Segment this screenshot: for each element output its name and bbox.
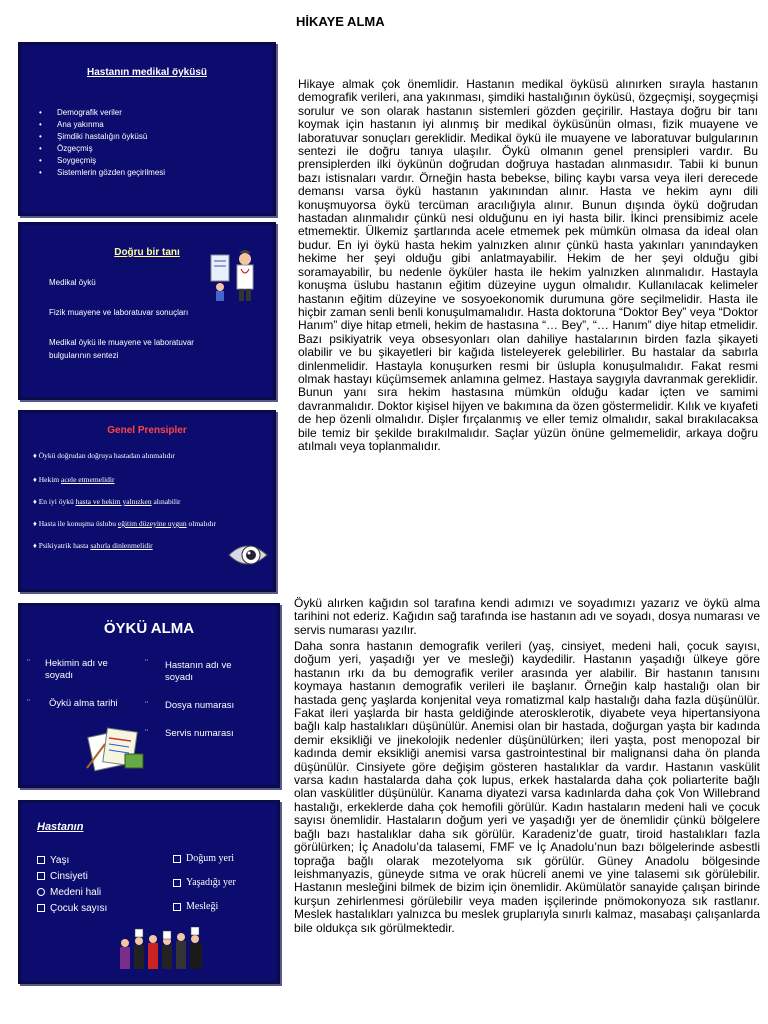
checkbox-item: Yaşadığı yer [173,877,236,888]
slide-item: Hekimin adı ve soyadı [45,658,108,681]
checkbox-icon [37,888,45,896]
principle-item: ♦ En iyi öykü hasta ve hekim yalnızken alınabilir [33,497,181,506]
list-item: • Soygeçmiş [35,155,165,167]
checkbox-icon [173,903,181,911]
checkbox-icon [173,879,181,887]
principle-item: ♦ Öykü doğrudan doğruya hastadan alınmalıdır [33,451,175,460]
slide-title: Hastanın [37,821,84,833]
checkbox-item: Cinsiyeti [37,871,88,882]
slide-medical-history [18,42,276,216]
checkbox-icon [173,855,181,863]
checkbox-item: Doğum yeri [173,853,234,864]
slide-item: Medikal öykü [49,278,96,287]
slide-history-taking: ÖYKÜ ALMA ¨ Hekimin adı ve soyadı ¨ Öykü alma tarihi ¨ Hastanın adı ve soyadı ¨ Dosya numarası ¨ Servis numarası [18,603,280,788]
slide-item: bulgularının sentezi [49,351,119,360]
slide-patient-demographics [18,800,280,984]
people-group-illustration [115,927,211,977]
documents-illustration [85,724,147,774]
checkbox-item: Medeni hali [37,887,101,898]
slide-item: Servis numarası [165,728,234,739]
body-paragraph-history-taking: Öykü alırken kağıdın sol tarafına kendi adımızı ve soyadımızı yazarız ve öykü alma tarihini not ederiz. Kağıdın sağ tarafında ise hastanın adı ve soyadı, dosya numarası ve servis numarası yazılır. [294,596,760,637]
slide-correct-diagnosis [18,222,276,400]
principle-item: ♦ Hasta ile konuşma üslubu eğitim düzeyine uygun olmalıdır [33,519,216,528]
page-title: HİKAYE ALMA [296,14,385,29]
slide-title: Genel Prensipler [107,425,187,436]
body-paragraph-principles: Hikaye almak çok önemlidir. Hastanın medikal öyküsü alınırken sırayla hastanın demografik verileri, ana yakınması, şimdiki hastalığının öyküsü, özgeçmişi, soygeçmişi sorulur ve son olarak hastanın sistemleri gözden geçirilir. Hastaya doğru bir tanı koymak için hastanın iyi alınmış bir medikal öyküsünün olması, fizik muayene ve laboratuvar sonuçları gereklidir. Medikal öykü ile muayene ve laboratuvar bulgularının sentezi ile doğru tanıya ulaşılır. Öykü olmanın genel prensipleri vardır. Bu prensiplerden ilki öykünün doğrudan doğruya hastadan alınmasıdır. Tabii ki bunun bazı istisnaları vardır. Örneğin hasta bebekse, bilinç kaybı varsa veya ileri derecede demansı varsa öykü hastanın yakınından alınır. Hasta ve hekim aynı dili konuşmuyorsa öykü tercüman aracılığıyla alınır. Bunun dışında öykü doğrudan hastadan alınmalıdır çünkü nesi olduğunu en iyi hasta bilir. İkinci prensibimiz acele etmemektir. Ülkemiz şartlarında acele etmemek pek mümkün olmasa da ideal olan budur. En iyi öykü hasta hekim yalnızken alınır çünkü hasta yakınları yanındayken hekime her şeyi olduğu gibi anlatmayabilir. Hekim de her şeyi olduğu gibi soramayabilir, bu nedenle öyküler hasta ile hekim yalnızken alınmalıdır. Hastayla konuşma üslubu hastanın eğitim düzeyine uygun olmalıdır. Kullanılacak kelimeler hastanın eğitim düzeyine ve sosyoekonomik durumuna göre seçilmelidir. Hasta ile hiçbir zaman senli benli konuşulmamalıdır. Hasta doktoruna “Doktor Bey” veya “Doktor Hanım” diye hitap etmeli, hekim de hastasına “… Bey”, “… Hanım” diye hitap etmelidir. Bazı psikiyatrik veya obsesyonları olan dahiliye hastalarının birden fazla şikayeti olabilir ve bu şikayetleri bir kağıda listeleyerek gelebilirler. Bu hastalar da sabırla dinlenmelidir. Hastayla konuşurken resmi bir üslupla konuşulmalıdır. Fakat resmi olmak hastayı küçümsemek anlamına gelmez. Hastaya saygıyla davranmak gereklidir. Bunun yanı sıra hekim hastasına mümkün olduğu kadar içten ve samimi davranmalıdır. Doktor kişisel hijyen ve bakımına da özen göstermelidir. Kılık ve kıyafeti de hep özenli olmalıdır. Dişler fırçalanmış ve eller temiz olmalıdır, sakal bırakılacaksa bile temiz bir şekilde bırakılmalıdır. Saçlar yüzün önüne gelmemelidir, arkaya doğru atılmalı veya toplanmalıdır. [298,77,758,453]
checkbox-item: Çocuk sayısı [37,903,107,914]
eye-icon [227,535,271,575]
list-item: • Şimdiki hastalığın öyküsü [35,131,165,143]
slide-title: ÖYKÜ ALMA [103,620,195,637]
slide-title: Hastanın medikal öyküsü [86,67,208,78]
slide-general-principles [18,410,276,592]
principle-item: ♦ Hekim acele etmemelidir [33,475,115,484]
checkbox-icon [37,872,45,880]
doctor-patient-illustration [209,247,259,303]
list-item: • Ana yakınma [35,119,165,131]
slide-item: Fizik muayene ve laboratuvar sonuçları [49,308,189,317]
body-paragraph-demographics: Daha sonra hastanın demografik verileri (yaş, cinsiyet, medeni hali, çocuk sayısı, doğum yeri, yaşadığı yer ve mesleği) kaydedilir. Hastanın yaşadığı ülkeye göre hastanın ırkı da bu demografik veriler arasında yer alabilir. Bir hastanın tanısını koymaya hastanın demografik verileri ile başlanır. Örneğin kalp hastalığı olan bir hastada genç yaşlarda konjenital veya romatizmal kalp hastalığı daha fazla düşünülür. Fakat ileri yaşlarda bir hasta geldiğinde aterosklerotik, diyabete veya hipertansiyona bağlı kalp hastalıkları düşünülür. Anemisi olan bir hastada, doğurgan yaşta bir kadında demir eksikliği ve jinekolojik nedenler düşünülürken; ileri yaşta, post menopozal bir kadında demir eksikliği anemisi varsa gastrointestinal bir malignansi daha ön planda düşünülür. Cinsiyete göre değişim gösteren hastalıklar da vardır. Hastanın vaskülit varsa kadın hastalarda daha çok lupus, erkek hastalarda daha çok poliarterite bağlı olan vaskülitler düşünülür. Kanama diyatezi varsa kadınlarda daha çok Von Willebrand hastalığı, erkeklerde daha çok hemofili görülür. Kadın hastaların medeni hali ve çocuk sayısı önemlidir. Hastaların doğum yeri ve yaşadığı yer de önemlidir çünkü bölgelere bağlı bazı hastalıklar daha sık görülür. Karadeniz’de guatr, tiroid hastalıkları fazla görülürken; İç Anadolu’da talasemi, FMF ve İç Anadolu’nun bazı bölgelerinde asbestli toprağa bağlı olarak mezotelyoma sık görülür. Güney Anadolu bölgesinde leishmanyazis, güneyde sıtma ve orak hücreli anemi ve yine talasemi sık görülebilir. Hastanın mesleğini bilmek de bizim için önemlidir. Akümülatör sanayide çalışan birinde kurşun zehirlenmesi görülebilir veya maden işçilerinde pnömokonyoza sık rastlanır. Meslek hastalıkları yalnızca bu meslek gruplarıyla sınırlı kalmaz, masabaşı çalışanlarda bile oldukça sık görülmektedir. [294,639,760,935]
list-item: • Demografik veriler [35,107,165,119]
slide-bullet-list [35,107,165,179]
list-item: • Özgeçmiş [35,143,165,155]
slide-item: Hastanın adı ve soyadı [165,660,232,683]
principle-item: ♦ Psikiyatrik hasta sabırla dinlenmelidir [33,541,153,550]
slide-item: Medikal öykü ile muayene ve laboratuvar [49,338,194,347]
checkbox-icon [37,856,45,864]
list-item: • Sistemlerin gözden geçirilmesi [35,167,165,179]
checkbox-icon [37,904,45,912]
checkbox-item: Yaşı [37,855,69,866]
slide-title: Doğru bir tanı [114,247,180,258]
slide-item: Dosya numarası [165,700,235,711]
checkbox-item: Mesleği [173,901,218,912]
slide-item: Öykü alma tarihi [49,698,118,709]
